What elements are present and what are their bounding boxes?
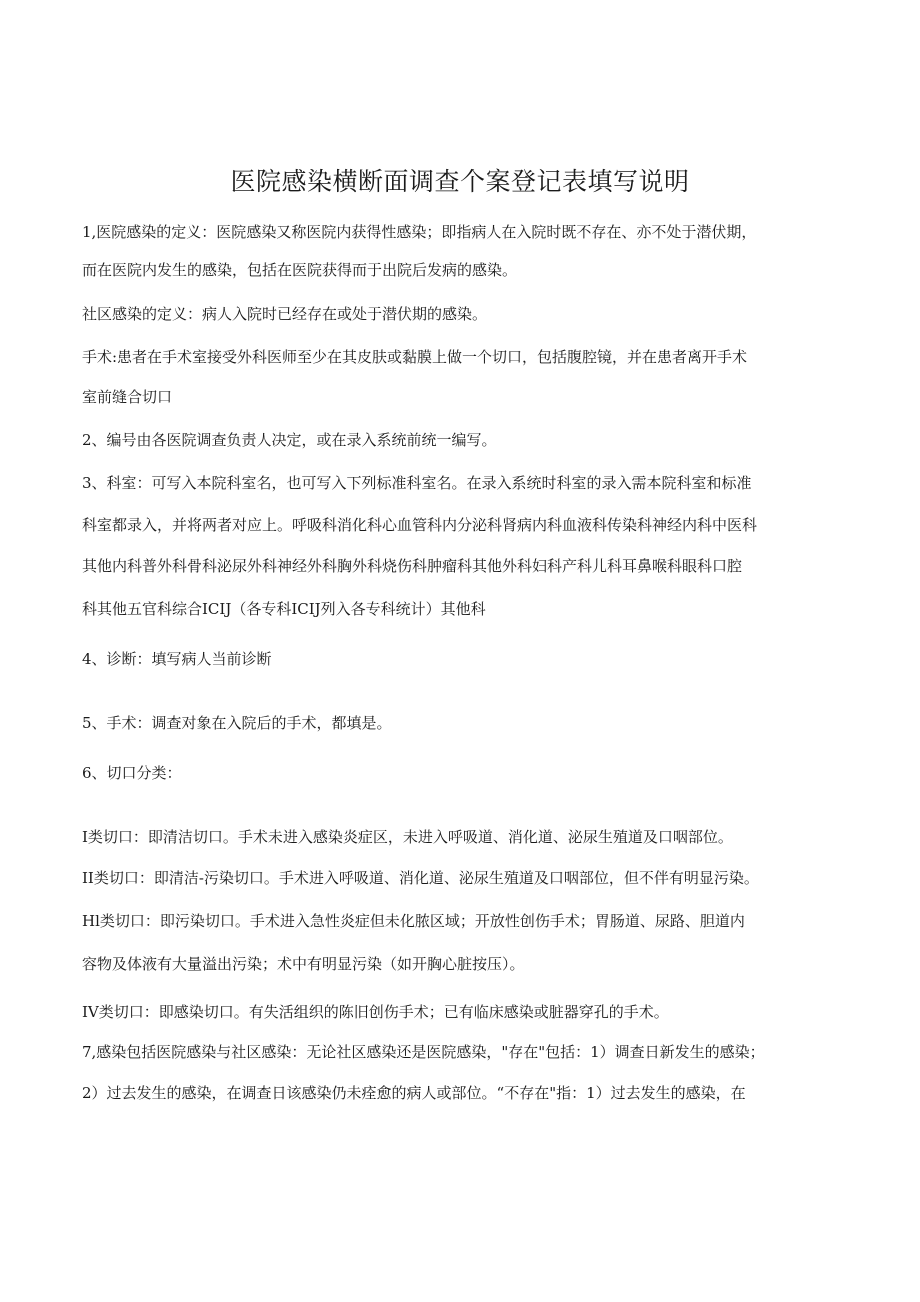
paragraph-line-17: 容物及体液有大量溢出污染；术中有明显污染（如开胸心脏按压）。 [82, 955, 525, 973]
paragraph-line-9: 其他内科普外科骨科泌尿外科神经外科胸外科烧伤科肿瘤科其他外科妇科产科儿科耳鼻喉科眼科口腔 [82, 557, 743, 575]
paragraph-line-2: 而在医院内发生的感染，包括在医院获得而于出院后发病的感染。 [82, 261, 518, 279]
paragraph-line-18: IV类切口：即感染切口。有失活组织的陈旧创伤手术；已有临床感染或脏器穿孔的手术。 [82, 1003, 669, 1021]
paragraph-line-10: 科其他五官科综合ICIJ（各专科ICIJ列入各专科统计）其他科 [82, 600, 486, 618]
paragraph-line-1: 1,医院感染的定义：医院感染又称医院内获得性感染；即指病人在入院时既不存在、亦不处于潜伏期， [82, 223, 757, 241]
paragraph-line-16: Hl类切口：即污染切口。手术进入急性炎症但未化脓区域；开放性创伤手术；胃肠道、尿路、胆道内 [82, 912, 745, 930]
paragraph-line-12: 5、手术：调查对象在入院后的手术，都填是。 [82, 714, 392, 732]
paragraph-line-15: II类切口：即清洁-污染切口。手术进入呼吸道、消化道、泌尿生殖道及口咽部位，但不伴有明显污染。 [82, 869, 759, 887]
paragraph-line-5: 室前缝合切口 [82, 388, 173, 406]
paragraph-line-19: 7,感染包括医院感染与社区感染：无论社区感染还是医院感染，"存在"包括：1）调查日新发生的感染； [82, 1043, 765, 1061]
document-title: 医院感染横断面调查个案登记表填写说明 [230, 167, 690, 196]
paragraph-line-14: I类切口：即清洁切口。手术未进入感染炎症区，未进入呼吸道、消化道、泌尿生殖道及口咽部位。 [82, 828, 733, 846]
paragraph-line-11: 4、诊断：填写病人当前诊断 [82, 650, 272, 668]
paragraph-line-13: 6、切口分类： [82, 764, 182, 782]
paragraph-line-20: 2）过去发生的感染，在调查日该感染仍未痊愈的病人或部位。“不存在"指：1）过去发生的感染，在 [82, 1084, 746, 1102]
paragraph-line-7: 3、科室：可写入本院科室名，也可写入下列标准科室名。在录入系统时科室的录入需本院科室和标准 [82, 474, 752, 492]
paragraph-line-3: 社区感染的定义：病人入院时已经存在或处于潜伏期的感染。 [82, 305, 488, 323]
paragraph-line-8: 科室都录入，并将两者对应上。呼吸科消化科心血管科内分泌科肾病内科血液科传染科神经内科中医科 [82, 516, 758, 534]
paragraph-line-4: 手术:患者在手术室接受外科医师至少在其皮肤或黏膜上做一个切口，包括腹腔镜，并在患者离开手术 [82, 348, 748, 366]
paragraph-line-6: 2、编号由各医院调查负责人决定，或在录入系统前统一编写。 [82, 431, 497, 449]
